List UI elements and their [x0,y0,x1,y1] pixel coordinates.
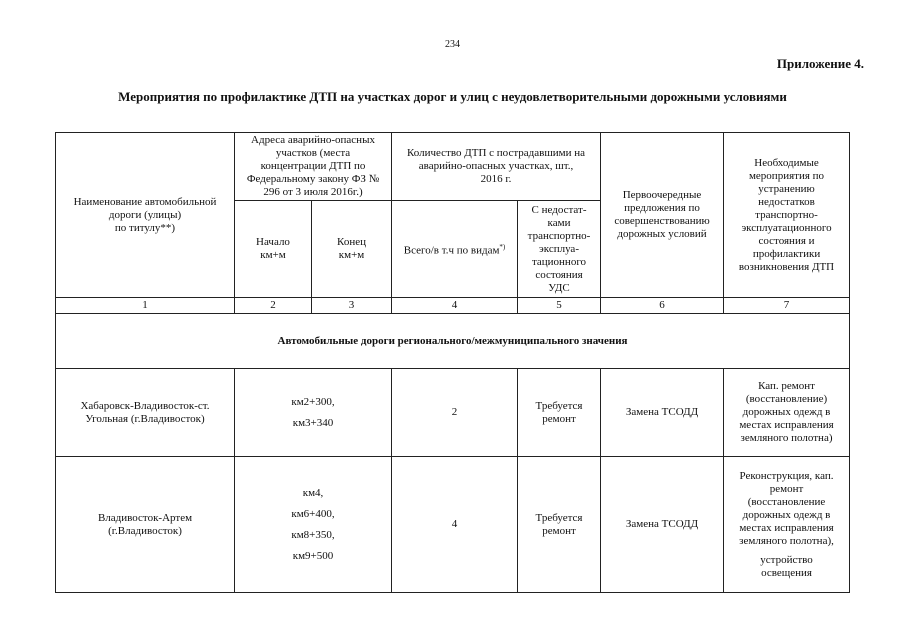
header-proposals: Первоочередные предложения по совершенствованию дорожных условий [601,133,724,298]
table-row [56,369,850,457]
priority-proposal: Замена ТСОДД [601,369,724,457]
road-name: Владивосток-Артем (г.Владивосток) [56,457,235,593]
section-row [56,314,850,369]
column-number: 5 [518,298,601,314]
column-number: 6 [601,298,724,314]
column-number: 1 [56,298,235,314]
column-number: 4 [392,298,518,314]
header-road-name: Наименование автомобильной дороги (улицы) по титулу**) [56,133,235,298]
header-total: Всего/в т.ч по видам*) [392,201,518,298]
header-accident-count: Количество ДТП с пострадавшими на аварийно-опасных участках, шт., 2016 г. [392,133,601,201]
required-measures: Кап. ремонт (восстановление) дорожных одежд в местах исправления земляного полотна) [724,369,850,457]
header-start: Начало км+м [235,201,312,298]
header-deficiency: С недостат- ками транспортно- эксплуа- тационного состояния УДС [518,201,601,298]
required-measures: Реконструкция, кап. ремонт (восстановление дорожных одежд в местах исправления земляного полотна), устройство освещения [724,457,850,593]
document-title: Мероприятия по профилактике ДТП на участках дорог и улиц с неудовлетворительными дорожными условиями [118,89,787,104]
header-end: Конец км+м [312,201,392,298]
column-number: 7 [724,298,850,314]
appendix-label: Приложение 4. [776,56,864,71]
header-row-1 [56,133,850,201]
column-number: 2 [235,298,312,314]
address-list: км2+300, км3+340 [235,369,392,457]
header-measures: Необходимые мероприятия по устранению недостатков транспортно- эксплуатационного состояния и профилактики возникновения ДТП [724,133,850,298]
road-name: Хабаровск-Владивосток-ст. Угольная (г.Владивосток) [56,369,235,457]
measures-table [55,132,850,593]
deficiency-status: Требуется ремонт [518,369,601,457]
column-numbers-row [56,298,850,314]
page-number: 234 [445,39,460,50]
deficiency-status: Требуется ремонт [518,457,601,593]
accident-count: 2 [392,369,518,457]
column-number: 3 [312,298,392,314]
section-title: Автомобильные дороги регионального/межмуниципального значения [56,314,850,369]
header-addresses: Адреса аварийно-опасных участков (места концентрации ДТП по Федеральному закону ФЗ № 296 от 3 июля 2016г.) [235,133,392,201]
address-list: км4, км6+400, км8+350, км9+500 [235,457,392,593]
accident-count: 4 [392,457,518,593]
priority-proposal: Замена ТСОДД [601,457,724,593]
table-row [56,457,850,593]
